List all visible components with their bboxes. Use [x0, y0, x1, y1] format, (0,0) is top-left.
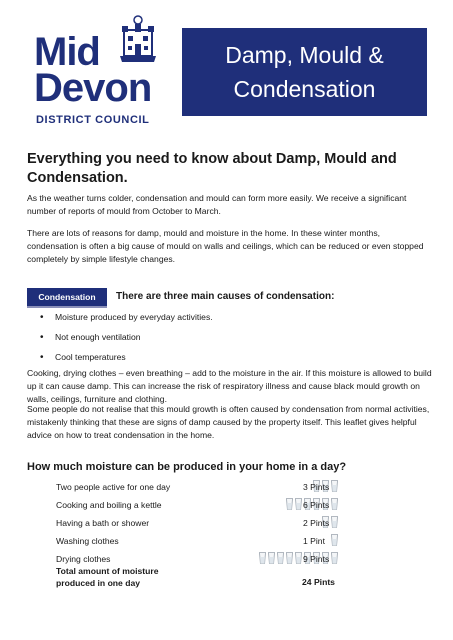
pint-glass-icon	[331, 516, 338, 528]
council-logo	[34, 14, 164, 124]
pints-amount: 1 Pint	[303, 536, 325, 546]
table-row	[56, 480, 396, 498]
logo-district-council: DISTRICT COUNCIL	[36, 114, 150, 126]
pint-glass-icon	[331, 498, 338, 510]
pint-glass-icon	[286, 498, 293, 510]
pint-glass-icon	[295, 498, 302, 510]
pint-glass-icon	[277, 552, 284, 564]
condensation-section-tab: Condensation	[27, 288, 107, 308]
document-title	[182, 28, 427, 116]
total-label: Total amount of moisture produced in one day	[56, 566, 159, 588]
pint-glass-icon	[331, 534, 338, 546]
pint-cups	[331, 534, 338, 548]
pints-amount: 3 Pints	[303, 482, 330, 492]
title-line-2: Condensation	[233, 76, 376, 102]
page-heading: Everything you need to know about Damp, Mould and Condensation.	[27, 151, 397, 186]
activity-label: Cooking and boiling a kettle	[56, 500, 162, 510]
intro-paragraph-2: There are lots of reasons for damp, mould and moisture in the home. In these winter months, condensation is often a big cause of mould on walls and ceilings, which can be reduced or even stopped completely by simple lifestyle changes.	[27, 228, 424, 264]
table-row	[56, 498, 396, 516]
list-item: • Moisture produced by everyday activities.	[40, 311, 213, 331]
logo-word-mid: Mid	[34, 30, 100, 74]
pint-glass-icon	[331, 480, 338, 492]
council-crest-icon	[118, 14, 158, 64]
body-paragraph-2: Some people do not realise that this mould growth is often caused by condensation from normal activities, mistakenly thinking that these are signs of damp caused by the property itself. This leaflet gives helpful advice on how to treat condensation in the home.	[27, 404, 430, 440]
pints-amount: 6 Pints	[303, 500, 330, 510]
logo-word-devon: Devon	[34, 66, 152, 110]
list-item: • Not enough ventilation	[40, 331, 213, 351]
body-paragraph-1: Cooking, drying clothes – even breathing – add to the moisture in the air. If this moisture is allowed to build up it can cause damp. This can increase the risk of respiratory illness and cause black mould growth on walls, ceilings, furniture and clothing.	[27, 368, 432, 404]
pint-glass-icon	[331, 552, 338, 564]
pints-amount: 9 Pints	[303, 554, 330, 564]
activity-label: Drying clothes	[56, 554, 111, 564]
pint-glass-icon	[259, 552, 266, 564]
pint-glass-icon	[286, 552, 293, 564]
pint-glass-icon	[295, 552, 302, 564]
list-item: • Cool temperatures	[40, 351, 213, 371]
moisture-heading: How much moisture can be produced in your home in a day?	[27, 461, 347, 473]
table-row	[56, 516, 396, 534]
activity-label: Washing clothes	[56, 536, 119, 546]
activity-label: Having a bath or shower	[56, 518, 150, 528]
table-row	[56, 534, 396, 552]
total-amount: 24 Pints	[302, 577, 335, 587]
pint-glass-icon	[268, 552, 275, 564]
title-line-1: Damp, Mould &	[225, 42, 384, 68]
pints-amount: 2 Pints	[303, 518, 330, 528]
intro-paragraph-1: As the weather turns colder, condensation and mould can form more easily. We receive a significant number of reports of mould from October to March.	[27, 193, 407, 216]
causes-list	[40, 311, 213, 371]
activity-label: Two people active for one day	[56, 482, 171, 492]
causes-heading: There are three main causes of condensation:	[116, 291, 335, 302]
